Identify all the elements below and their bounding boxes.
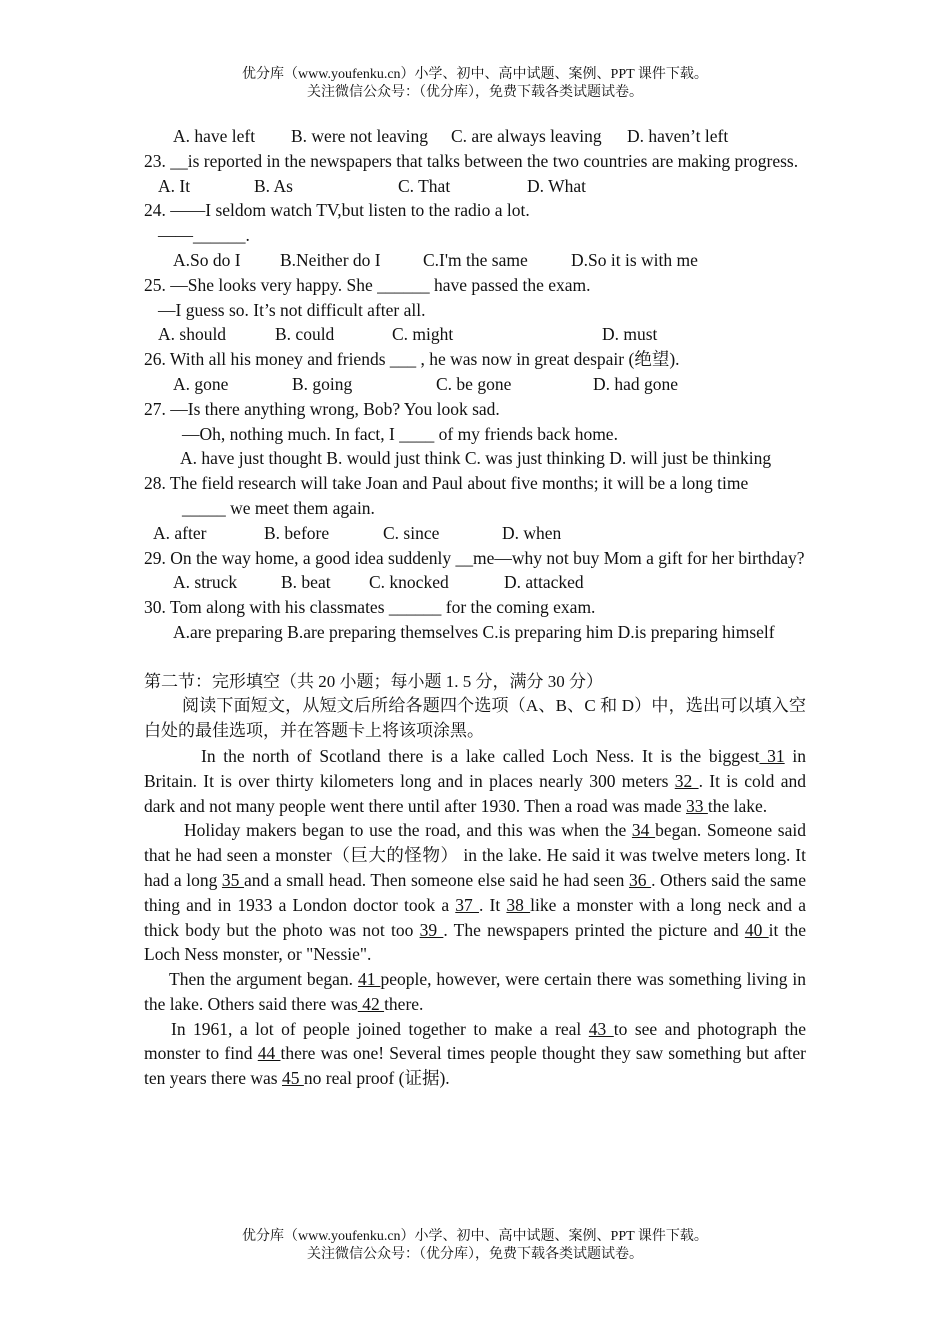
blank-44: 44 bbox=[257, 1043, 281, 1064]
footer-line-1: 优分库（www.youfenku.cn）小学、初中、高中试题、案例、PPT 课件下载。 bbox=[242, 1229, 708, 1244]
q25-option-d: D. must bbox=[602, 324, 658, 345]
header-line-2: 关注微信公众号：（优分库），免费下载各类试题试卷。 bbox=[307, 85, 643, 100]
passage-text: . It is cold and dark and not many people went there until after 1930. Then a road was made bbox=[144, 770, 807, 816]
q27-options: A. have just thought B. would just think C. was just thinking D. will just be thinking bbox=[180, 448, 772, 469]
passage-text: in Britain. It is over thirty kilometers long and in places nearly 300 meters bbox=[144, 745, 806, 791]
q25-options bbox=[144, 322, 806, 347]
q29-option-b: B. beat bbox=[281, 572, 331, 593]
q26-option-a: A. gone bbox=[173, 373, 229, 394]
q25-option-c: C. might bbox=[392, 324, 454, 345]
section-2-instruction: 阅读下面短文，从短文后所给各题四个选项（A、B、C 和 D）中，选出可以填入空白处的最佳选项，并在答题卡上将该项涂黑。 bbox=[144, 696, 806, 741]
blank-36: 36 bbox=[629, 869, 652, 890]
passage-paragraph-1 bbox=[144, 744, 806, 818]
passage-text: . It bbox=[478, 894, 507, 915]
q28-option-a: A. after bbox=[153, 522, 207, 543]
q28-stem-continued: _____ we meet them again. bbox=[182, 497, 375, 518]
q23-option-d: D. What bbox=[527, 175, 586, 196]
q24-option-a: A.So do I bbox=[173, 249, 241, 270]
passage-text: . The newspapers printed the picture and bbox=[443, 919, 745, 940]
q23-option-b: B. As bbox=[254, 175, 293, 196]
passage-text: Holiday makers began to use the road, and this was when the bbox=[184, 820, 632, 841]
q26-option-d: D. had gone bbox=[593, 373, 679, 394]
q28-option-d: D. when bbox=[502, 522, 562, 543]
passage-text: and a small head. Then someone else said he had seen bbox=[244, 869, 629, 890]
blank-37: 37 bbox=[455, 894, 479, 915]
blank-31: 31 bbox=[759, 745, 785, 766]
q29-option-c: C. knocked bbox=[369, 572, 449, 593]
spacer bbox=[144, 645, 806, 670]
passage-text: it the Loch Ness monster, or "Nessie". bbox=[144, 919, 807, 965]
blank-34: 34 bbox=[631, 820, 656, 841]
q24-stem: 24. ——I seldom watch TV,but listen to the radio a lot. bbox=[144, 200, 530, 221]
passage-text: there was one! Several times people thought they saw something but after ten years there was bbox=[144, 1043, 807, 1089]
q28-option-c: C. since bbox=[383, 522, 440, 543]
q24-option-c: C.I'm the same bbox=[423, 249, 528, 270]
passage-text: began. Someone said that he had seen a monster（巨大的怪物） in the lake. He said it was twelve meters long. It had a long bbox=[144, 820, 806, 890]
q30-stem: 30. Tom along with his classmates ______ for the coming exam. bbox=[144, 597, 596, 618]
blank-38: 38 bbox=[506, 894, 531, 915]
passage-text: like a monster with a long neck and a thick body but the photo was not too bbox=[144, 894, 806, 940]
q23-options bbox=[144, 174, 806, 199]
blank-33: 33 bbox=[686, 795, 708, 816]
blank-32: 32 bbox=[674, 770, 699, 791]
q26-options bbox=[144, 372, 806, 397]
passage-text: people, however, were certain there was something living in the lake. Others said there was bbox=[144, 969, 806, 1014]
q23-option-a: A. It bbox=[158, 175, 191, 196]
passage-text: there. bbox=[384, 993, 424, 1014]
q28-options bbox=[144, 521, 806, 546]
q29-option-a: A. struck bbox=[173, 572, 238, 593]
blank-42: 42 bbox=[357, 993, 385, 1014]
blank-43: 43 bbox=[588, 1018, 614, 1039]
q29-stem: 29. On the way home, a good idea suddenly __me—why not buy Mom a gift for her birthday? bbox=[144, 547, 805, 568]
passage-text: the lake. bbox=[707, 795, 768, 816]
passage-paragraph-2 bbox=[144, 818, 806, 967]
q26-option-c: C. be gone bbox=[436, 373, 512, 394]
q29-option-d: D. attacked bbox=[504, 572, 584, 593]
q25-reply: —I guess so. It’s not difficult after all. bbox=[158, 299, 426, 320]
q27-reply: —Oh, nothing much. In fact, I ____ of my friends back home. bbox=[182, 423, 618, 444]
q30-options: A.are preparing B.are preparing themselves C.is preparing him D.is preparing himself bbox=[173, 621, 775, 642]
q22-option-d: D. haven’t left bbox=[627, 126, 729, 146]
blank-40: 40 bbox=[744, 919, 769, 940]
passage-text: no real proof (证据). bbox=[303, 1068, 450, 1089]
passage-text: In the north of Scotland there is a lake called Loch Ness. It is the biggest bbox=[201, 745, 760, 766]
q23-stem: 23. __is reported in the newspapers that talks between the two countries are making progress. bbox=[144, 150, 799, 171]
q22-option-b: B. were not leaving bbox=[291, 126, 429, 146]
q22-option-a: A. have left bbox=[173, 126, 256, 146]
passage-text: . Others said the same thing and in 1933 a London doctor took a bbox=[144, 869, 807, 915]
passage-paragraph-4 bbox=[144, 1017, 806, 1091]
q26-stem: 26. With all his money and friends ___ , he was now in great despair (绝望). bbox=[144, 349, 680, 370]
page-footer bbox=[0, 1228, 950, 1264]
q29-options bbox=[144, 570, 806, 595]
q25-option-a: A. should bbox=[158, 324, 227, 345]
passage-text: to see and photograph the monster to find bbox=[144, 1018, 807, 1064]
document-body bbox=[144, 124, 806, 1091]
q23-option-c: C. That bbox=[398, 175, 451, 196]
blank-35: 35 bbox=[221, 869, 245, 890]
q24-options bbox=[144, 248, 806, 273]
footer-line-2: 关注微信公众号：（优分库），免费下载各类试题试卷。 bbox=[307, 1247, 643, 1262]
q24-option-d: D.So it is with me bbox=[571, 249, 698, 270]
blank-45: 45 bbox=[282, 1068, 304, 1089]
header-line-1: 优分库（www.youfenku.cn）小学、初中、高中试题、案例、PPT 课件下载。 bbox=[242, 67, 708, 82]
passage-text: Then the argument began. bbox=[169, 969, 358, 990]
q28-option-b: B. before bbox=[264, 522, 330, 543]
passage-paragraph-3 bbox=[144, 967, 806, 1017]
section-2-title: 第二节：完形填空（共 20 小题；每小题 1. 5 分，满分 30 分） bbox=[144, 671, 603, 691]
q25-stem: 25. —She looks very happy. She ______ have passed the exam. bbox=[144, 274, 591, 295]
q24-option-b: B.Neither do I bbox=[280, 249, 381, 270]
q22-options bbox=[144, 124, 806, 149]
q22-option-c: C. are always leaving bbox=[451, 126, 602, 146]
page-header bbox=[0, 66, 950, 102]
q25-option-b: B. could bbox=[275, 324, 335, 345]
q28-stem: 28. The field research will take Joan and Paul about five months; it will be a long time bbox=[144, 473, 749, 494]
q27-stem: 27. —Is there anything wrong, Bob? You look sad. bbox=[144, 398, 500, 419]
blank-39: 39 bbox=[419, 919, 444, 940]
q26-option-b: B. going bbox=[292, 373, 353, 394]
blank-41: 41 bbox=[358, 969, 381, 990]
q24-reply: ——______. bbox=[158, 225, 250, 246]
passage-text: In 1961, a lot of people joined together to make a real bbox=[171, 1018, 589, 1039]
